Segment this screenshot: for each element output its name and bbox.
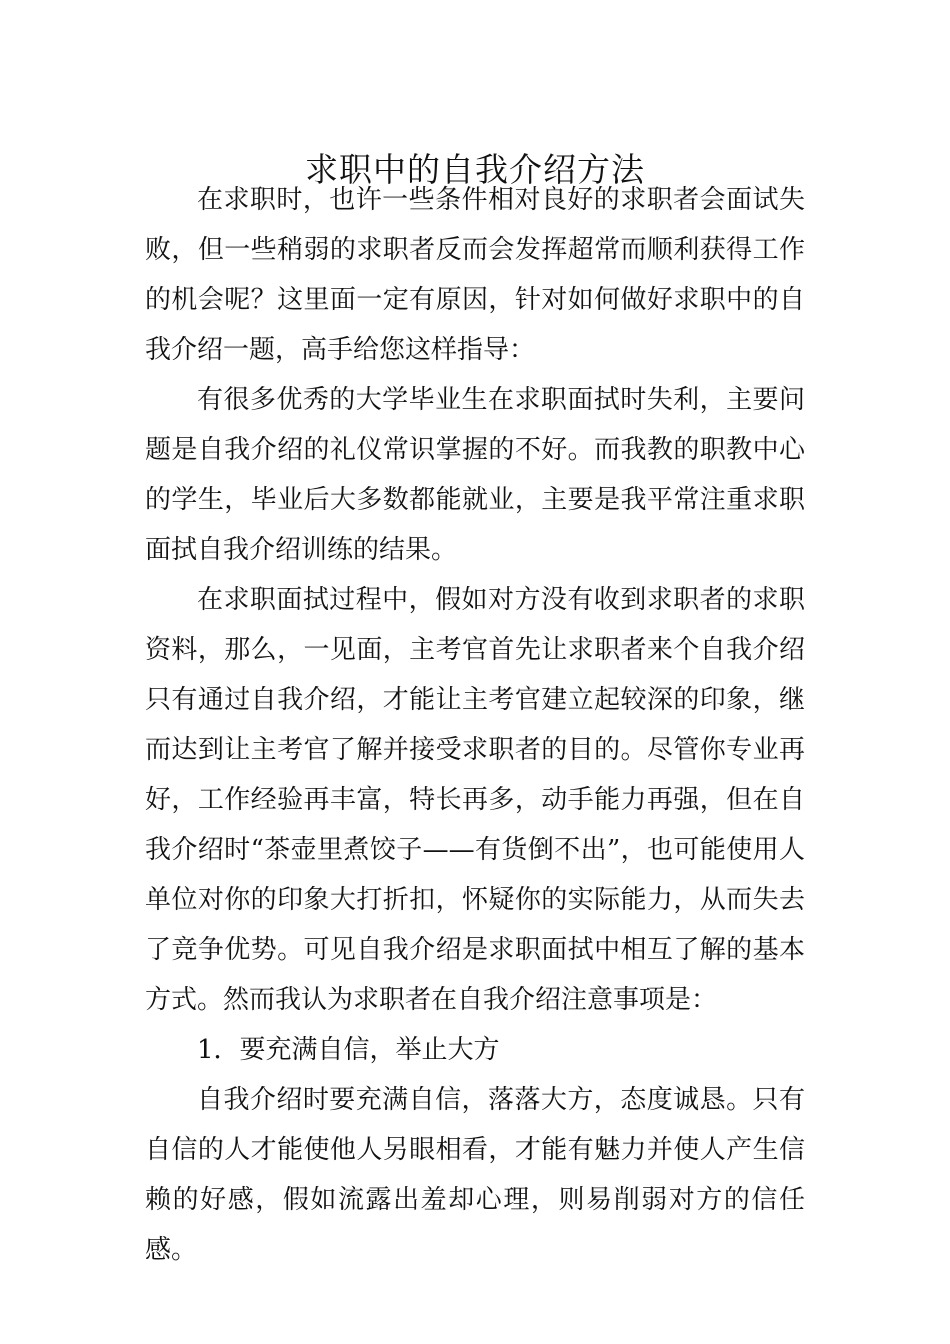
list-heading-confidence: 1．要充满自信，举止大方 [197,1035,500,1065]
paragraph-intro: 在求职时，也许一些条件相对良好的求职者会面试失败，但一些稍弱的求职者反而会发挥超常而顺利获得工作的机会呢？这里面一定有原因，针对如何做好求职中的自我介绍一题，高手给您这样指导： [145,185,805,365]
document-title: 求职中的自我介绍方法 [305,150,645,190]
document-body [145,175,805,1275]
paragraph-confidence: 自我介绍时要充满自信，落落大方，态度诚恳。只有自信的人才能使他人另眼相看，才能有魅力并使人产生信赖的好感，假如流露出羞却心理，则易削弱对方的信任感。 [145,1085,805,1265]
paragraph-interview-process: 在求职面拭过程中，假如对方没有收到求职者的求职资料，那么，一见面，主考官首先让求职者来个自我介绍只有通过自我介绍，才能让主考官建立起较深的印象，继而达到让主考官了解并接受求职者的目的。尽管你专业再好，工作经验再丰富，特长再多，动手能力再强，但在自我介绍时“茶壶里煮饺子——有货倒不出”，也可能使用人单位对你的印象大打折扣，怀疑你的实际能力，从而失去了竞争优势。可见自我介绍是求职面拭中相互了解的基本方式。然而我认为求职者在自我介绍注意事项是： [145,585,805,1015]
paragraph-graduates: 有很多优秀的大学毕业生在求职面拭时失利，主要问题是自我介绍的礼仪常识掌握的不好。而我教的职教中心的学生，毕业后大多数都能就业，主要是我平常注重求职面拭自我介绍训练的结果。 [145,385,805,565]
